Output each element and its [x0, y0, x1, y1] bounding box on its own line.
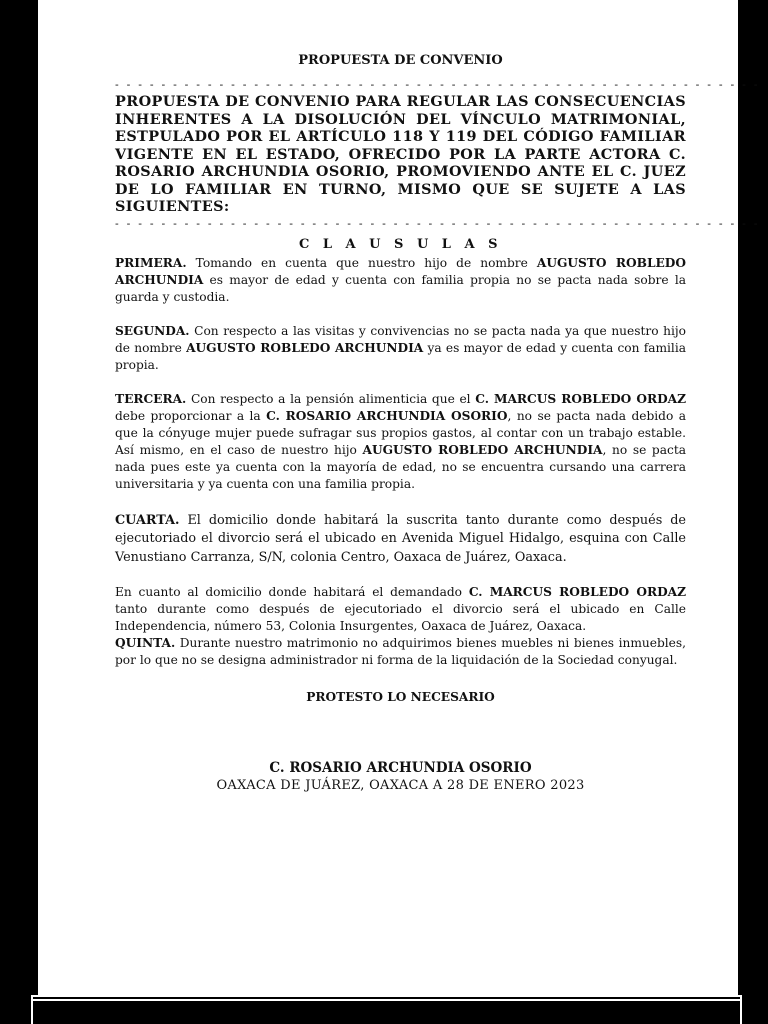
page-border-right: [740, 995, 742, 1024]
clause-text: El domicilio donde habitará la suscrita tanto durante como después de ejecutoriado el divorcio será el ubicado en Avenida Miguel Hidalgo, esquina con Calle Venustiano Carranza, S/N, colonia Centro, Oaxaca de Juárez, Oaxaca.: [115, 512, 686, 565]
dash-separator-bottom: - - - - - - - - - - - - - - - - - - - - - - - - - - - - - - - - - - - - - - - - - - - - - - - - - - - - - - - -: [115, 216, 760, 230]
clause-label: TERCERA.: [115, 391, 187, 406]
person-name: C. MARCUS ROBLEDO ORDAZ: [468, 585, 686, 599]
clause-segunda: [115, 323, 686, 374]
clause-text: , no se pacta nada debido a que la cónyuge mujer puede sufragar sus propios gastos, al contar con un trabajo estable. Así mismo, en el caso de nuestro hijo: [115, 408, 687, 457]
person-name: C. MARCUS ROBLEDO ORDAZ: [475, 391, 686, 406]
clause-primera: [115, 255, 686, 306]
person-name: C. ROSARIO ARCHUNDIA OSORIO: [266, 408, 508, 423]
clause-text: ya es mayor de edad y cuenta con familia propia.: [115, 340, 686, 372]
document-title: PROPUESTA DE CONVENIO: [298, 53, 503, 68]
clause-tercera: [115, 391, 686, 493]
document-content: [115, 52, 760, 794]
clause-text: , no se pacta nada pues este ya cuenta con la mayoría de edad, no se encuentra cursando una carrera universitaria y ya cuenta con una familia propia.: [115, 442, 686, 491]
person-name: AUGUSTO ROBLEDO ARCHUNDIA: [362, 442, 603, 457]
clause-text: En cuanto al domicilio donde habitará el demandado: [115, 585, 469, 599]
person-name: AUGUSTO ROBLEDO ARCHUNDIA: [186, 340, 424, 355]
signature-place-date: OAXACA DE JUÁREZ, OAXACA A 28 DE ENERO 2023: [216, 778, 585, 793]
person-name: AUGUSTO ROBLEDO ARCHUNDIA: [115, 255, 686, 287]
clause-text: debe proporcionar a la: [115, 408, 267, 423]
clause-demandado: [115, 584, 686, 635]
clause-cuarta: [115, 512, 686, 568]
protesto-heading: PROTESTO LO NECESARIO: [306, 690, 495, 704]
clause-text: Con respecto a la pensión alimenticia que el: [186, 391, 476, 406]
page-border-left: [31, 995, 33, 1024]
page-border-bottom-inner: [31, 999, 742, 1001]
clausulas-heading: C L A U S U L A S: [299, 236, 502, 252]
page-border-bottom: [31, 995, 742, 997]
clause-text: Tomando en cuenta que nuestro hijo de nombre: [186, 255, 537, 270]
intro-paragraph: PROPUESTA DE CONVENIO PARA REGULAR LAS CONSECUENCIAS INHERENTES A LA DISOLUCIÓN DEL VÍNCULO MATRIMONIAL, ESTPULADO POR EL ARTÍCULO 118 Y 119 DEL CÓDIGO FAMILIAR VIGENTE EN EL ESTADO, OFRECIDO POR LA PARTE ACTORA C. ROSARIO ARCHUNDIA OSORIO, PROMOVIENDO ANTE EL C. JUEZ DE LO FAMILIAR EN TURNO, MISMO QUE SE SUJETE A LAS SIGUIENTES:: [115, 93, 686, 215]
clause-text: Durante nuestro matrimonio no adquirimos bienes muebles ni bienes inmuebles, por lo que no se designa administrador ni forma de la liquidación de la Sociedad conyugal.: [115, 636, 686, 667]
clause-quinta: [115, 635, 686, 669]
clause-text: es mayor de edad y cuenta con familia propia no se pacta nada sobre la guarda y custodia.: [115, 272, 686, 304]
clause-label: CUARTA.: [115, 512, 180, 528]
clause-text: Con respecto a las visitas y convivencias no se pacta nada ya que nuestro hijo de nombre: [115, 323, 686, 355]
clause-label: QUINTA.: [115, 636, 176, 650]
clause-label: SEGUNDA.: [115, 323, 190, 338]
dash-separator-top: - - - - - - - - - - - - - - - - - - - - - - - - - - - - - - - - - - - - - - - - - - - - - - - - - - - - - - - -: [115, 78, 760, 91]
signature-name: C. ROSARIO ARCHUNDIA OSORIO: [269, 760, 532, 776]
clause-text: tanto durante como después de ejecutoriado el divorcio será el ubicado en Calle Independencia, número 53, Colonia Insurgentes, Oaxaca de Juárez, Oaxaca.: [115, 602, 686, 633]
clause-label: PRIMERA.: [115, 255, 187, 270]
